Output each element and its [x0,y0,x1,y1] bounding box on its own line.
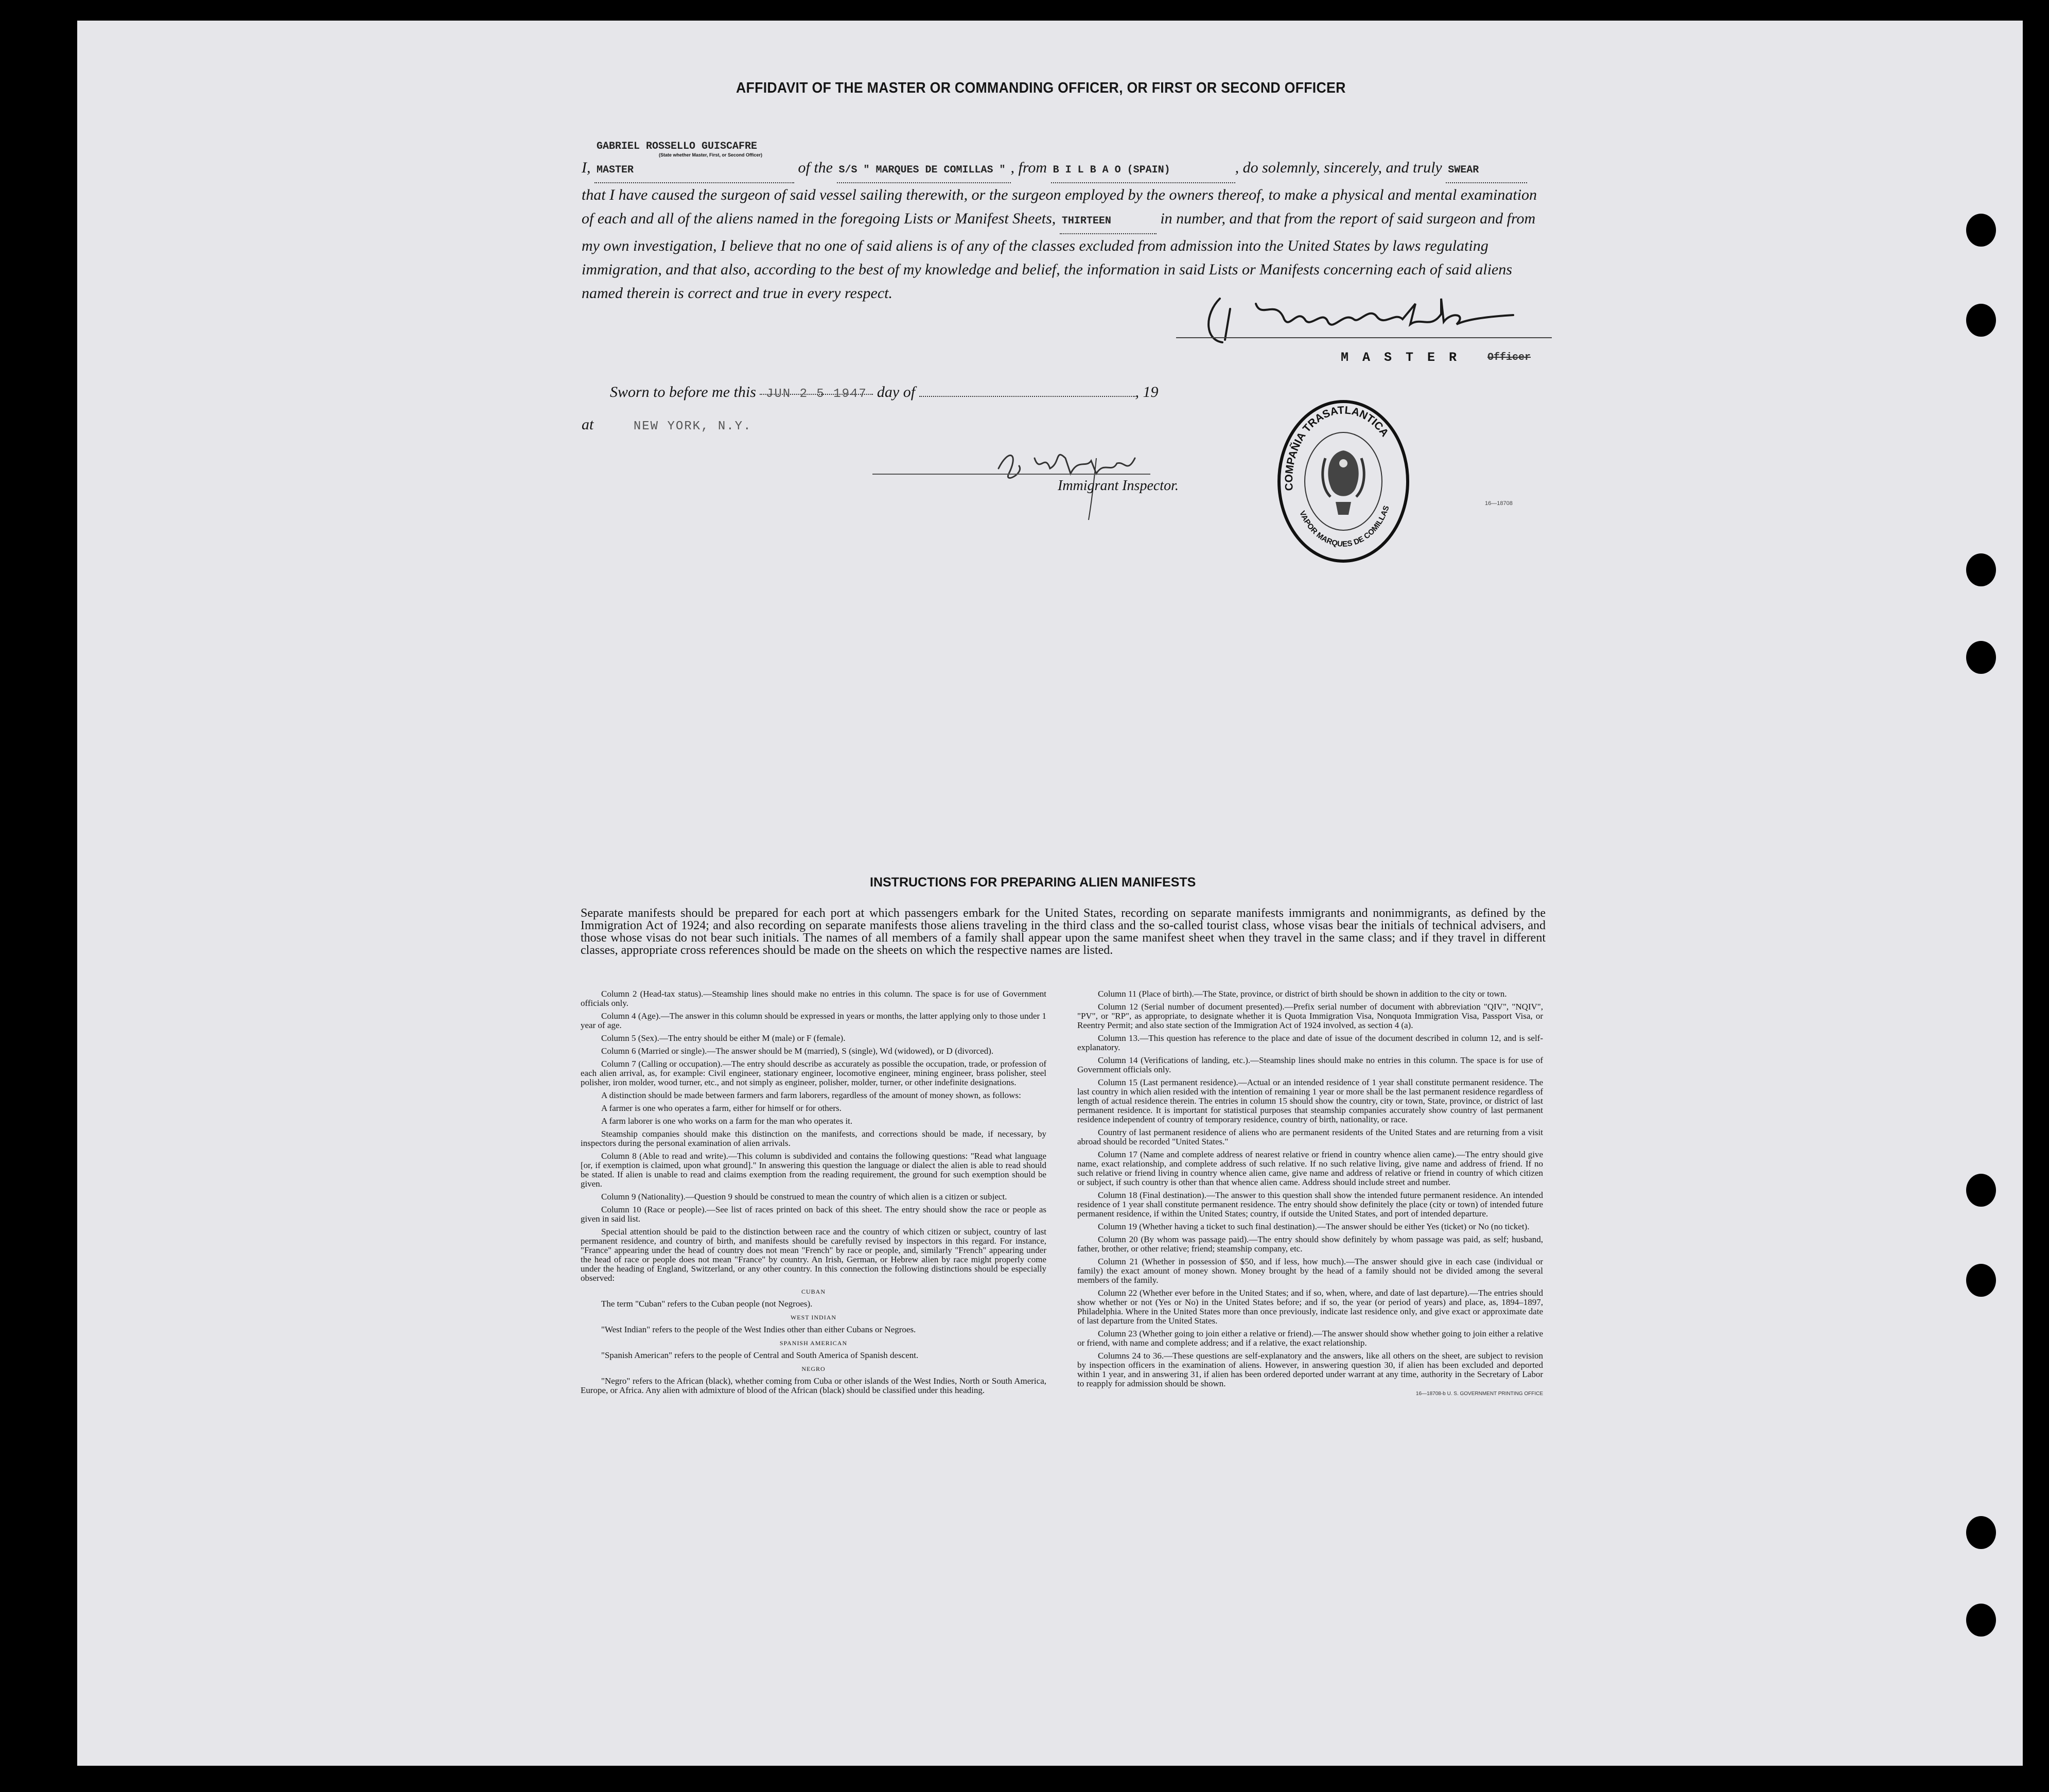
master-label: M A S T E R [1341,350,1460,365]
month-field [919,386,1135,397]
instruction-item: Column 21 (Whether in possession of $50, and if less, how much).—The answer should give in each case (individual or family) the exact amount of money shown. Money brought by the head of a family should not be divided among the several members of the family. [1077,1257,1543,1285]
instructions-title: INSTRUCTIONS FOR PREPARING ALIEN MANIFESTS [870,875,1196,890]
text-of-the: of the [798,159,833,176]
sworn-label: Sworn to before me this [610,384,756,401]
form-number: 16—18708 [1485,500,1513,507]
instruction-item: Column 4 (Age).—The answer in this column should be expressed in years or months, the latter applying only to those under 1 year of age. [581,1011,1046,1030]
instruction-item: Column 13.—This question has reference to the place and date of issue of the document described in column 12, and is self-explanatory. [1077,1033,1543,1052]
master-signature [1199,288,1560,350]
affidavit-title: AFFIDAVIT OF THE MASTER OR COMMANDING OFFICER, OR FIRST OR SECOND OFFICER [736,80,1346,96]
instruction-item: Column 18 (Final destination).—The answer to this question shall show the intended future permanent residence. An intended residence of 1 year shall constitute permanent residence. The entry should show definitely the place (city or town) of intended future permanent residence, if within the United States; country, if outside the United States, and port of intended departure. [1077,1190,1543,1219]
instruction-item: Column 14 (Verifications of landing, etc.).—Steamship lines should make no entries in this column. The space is for use of Government officials only. [1077,1055,1543,1074]
ship-name-field: S/S " MARQUES DE COMILLAS " [837,159,1011,183]
instruction-item: The term "Cuban" refers to the Cuban people (not Negroes). [601,1299,813,1309]
text-from: , from [1010,159,1047,176]
instruction-item: Column 7 (Calling or occupation).—The entry should describe as accurately as possible the occupation, trade, or profession of each alien arrival, as, for example: Civil engineer, stationary engineer, locomotive engineer, mining engineer, brass polisher, steel polisher, iron molder, wood turner, etc., and not simply as engineer, polisher, molder, turner, or other indefinite designations. [581,1059,1046,1087]
rank-note: (State whether Master, First, or Second Officer) [659,152,763,158]
at-label: at [582,416,594,433]
binder-hole [1966,304,1996,337]
seal-emblem-icon [1323,450,1364,515]
instructions-left-column [581,989,1046,1399]
instruction-item: Column 2 (Head-tax status).—Steamship lines should make no entries in this column. The space is for use of Government officials only. [581,989,1046,1008]
seal-top-text: COMPAÑIA TRASATLANTICA [1283,404,1391,492]
place-line [582,416,751,433]
affidavit-paragraph [582,135,1547,305]
instruction-item: Column 23 (Whether going to join either a relative or friend).—The answer should show whether going to join either a relative or friend, with name and complete address; and if a relative, the exact relationship. [1077,1329,1543,1348]
instruction-item: Columns 24 to 36.—These questions are self-explanatory and the answers, like all others on the sheet, are subject to revision by inspection officers in the examination of aliens. However, in answering question 30, if alien has been excluded and deported within 1 year, and in answering 31, if alien has been ordered deported under warrant at any time, authority in the Secretary of Labor to reapply for admission should be shown. [1077,1351,1543,1388]
binder-hole [1966,1174,1996,1207]
instruction-item: Column 15 (Last permanent residence).—Actual or an intended residence of 1 year shall constitute permanent residence. The last country in which alien resided with the intention of remaining 1 year or more shall be the last permanent residence regardless of length of actual residence therein. The entries in column 15 should show the country, city or town, State, province, or district of last permanent residence. It is important for statistical purposes that steamship companies accurately show country of last permanent residence independent of country of temporary residence, country of birth, nationality, or race. [1077,1077,1543,1124]
instruction-item: Column 20 (By whom was passage paid).—The entry should show definitely by whom passage was paid, as self; husband, father, brother, or other relative; friend; steamship company, etc. [1077,1234,1543,1254]
binder-hole [1966,641,1996,674]
instruction-item: A farmer is one who operates a farm, either for himself or for others. [601,1103,842,1113]
seal-bottom-text: VAPOR MARQUES DE COMILLAS [1298,504,1391,549]
instruction-item: A distinction should be made between farmers and farm laborers, regardless of the amount of money shown, as follows: [601,1090,1021,1100]
instructions-right-column [1077,989,1543,1402]
instruction-item: Column 10 (Race or people).—See list of races printed on back of this sheet. The entry should show the race or people as given in said list. [581,1205,1046,1224]
instruction-item: Column 11 (Place of birth).—The State, province, or district of birth should be shown in addition to the city or town. [1098,989,1507,999]
instruction-item: Column 19 (Whether having a ticket to such final destination).—The answer should be either Yes (ticket) or No (no ticket). [1098,1222,1530,1231]
text-do: , do [1235,159,1258,176]
printing-office-footer: 16—18708-b U. S. GOVERNMENT PRINTING OFFICE [1415,1391,1543,1397]
instruction-item: Column 9 (Nationality).—Question 9 should be construed to mean the country of which alien is a citizen or subject. [601,1192,1007,1202]
year-label: , 19 [1135,384,1159,401]
instruction-item: Column 17 (Name and complete address of nearest relative or friend in country whence alien came).—The entry should give name, exact relationship, and complete address of such relative. If no such relative living, give name and address of friend. If no such relative or friend living in country whence alien came, give name and address of relative or friend in country of which citizen or subject, if such country is other than that whence alien came. Address should include street and number. [1077,1150,1543,1187]
oath-field: SWEAR [1446,159,1527,183]
instruction-item: Column 5 (Sex).—The entry should be either M (male) or F (female). [601,1033,846,1043]
instruction-item: Column 12 (Serial number of document presented).—Prefix serial number of document with abbreviation "QIV", "NQIV", "PV", or "RP", as appropriate, to designate whether it is Quota Immigration Visa, Nonquota Immigration Visa, Passport Visa, or Reentry Permit; and also state section of the Immigration Act of 1924 involved, as section 4 (a). [1077,1002,1543,1030]
place-field [598,416,752,433]
binder-hole [1966,1264,1996,1297]
port-field: B I L B A O (SPAIN) [1051,159,1235,183]
date-stamp: JUN 2 5 1947 [765,387,867,401]
instruction-item: "Negro" refers to the African (black), whether coming from Cuba or other islands of the West Indies, North or South America, Europe, or Africa. Any alien with admixture of blood of the African (black) should be classified under this heading. [581,1376,1046,1395]
heading-cuban: CUBAN [801,1288,826,1295]
sheets-count-field: THIRTEEN [1060,210,1157,234]
day-of-label: day of [877,384,916,401]
text-end: in number, and that from the report of said surgeon and from my own investigation, I believe that no one of said aliens is of any of the classes excluded from admission into the United States by laws regulating immigration, and that also, according to the best of my knowledge and belief, the information in said Lists or Manifests concerning each of said aliens named therein is correct and true in every respect. [582,210,1536,302]
binder-hole [1966,214,1996,247]
instruction-item: A farm laborer is one who works on a farm for the man who operates it. [601,1116,853,1126]
heading-negro: NEGRO [801,1365,826,1372]
instruction-item: Steamship companies should make this distinction on the manifests, and corrections should be made, if necessary, by inspectors during the personal examination of alien arrivals. [581,1129,1046,1148]
binder-hole [1966,1604,1996,1637]
instruction-item: Column 22 (Whether ever before in the United States; and if so, when, where, and date of last departure).—The entries should show whether or not (Yes or No) in the United States before; and if so, the year (or period of years) and place, as, 1894–1897, Philadelphia. Where in the United States more than once previously, indicate last residence only, and give exact or approximate date of last departure from the United States. [1077,1288,1543,1326]
heading-spanish-american: SPANISH AMERICAN [779,1339,848,1347]
officer-struck-label: Officer [1487,352,1531,363]
binder-hole [1966,553,1996,586]
sworn-date-field [760,384,873,401]
instruction-item: Country of last permanent residence of aliens who are permanent residents of the United States and are returning from a visit abroad should be recorded "United States." [1077,1127,1543,1146]
instruction-item: Column 8 (Able to read and write).—This column is subdivided and contains the following questions: "Read what language [or, if exemption is claimed, upon what ground]." In answering this question the language or dialect the alien is able to read should be stated. If alien is unable to read and claims exemption from the reading requirement, the ground for such exemption should be given. [581,1151,1046,1189]
instruction-item: Column 6 (Married or single).—The answer should be M (married), S (single), Wd (widowed), or D (divorced). [601,1046,994,1056]
sworn-line [610,384,1159,401]
inspector-signature-line [872,474,1150,475]
instructions-intro: Separate manifests should be prepared for each port at which passengers embark for the United States, recording on separate manifests immigrants and nonimmigrants, as defined by the Immigration Act of 1924; and also recording on separate manifests those aliens traveling in the third class and the so-called tourist class, whose visas bear the initials of technical advisers, and those whose visas do not bear such initials. The names of all members of a family shall appear upon the same manifest sheet when they travel in the same class; and if they travel in different classes, appropriate cross references should be made on the sheets on which the respective names are listed. [581,907,1546,957]
company-seal [1274,396,1413,566]
instruction-item: Special attention should be paid to the distinction between race and the country of which citizen or subject, country of last permanent residence, and country of birth, and manifests should be carefully revised by inspectors in this regard. For instance, "France" appearing under the head of country does not mean "French" by race or people, and, similarly "French" appearing under the head of race or people does not mean "France" by country. An Irish, German, or Hebrew alien by race might properly come under the heading of England, Switzerland, or any other country. In this connection the following distinctions should be especially observed: [581,1227,1046,1283]
text-middle: that I have caused the surgeon of said vessel sailing therewith, or the surgeon employed by the owners thereof, to make a physical and mental examination of each and all of the aliens named in the foregoing Lists or Manifest Sheets, [582,186,1537,227]
instruction-item: "Spanish American" refers to the people of Central and South America of Spanish descent. [601,1350,919,1360]
instruction-item: "West Indian" refers to the people of the West Indies other than either Cubans or Negroes. [601,1325,916,1334]
text-i: I, [582,159,591,176]
master-name-field: GABRIEL ROSSELLO GUISCAFRE MASTER [594,135,794,183]
text-solemnly: solemnly, sincerely, and truly [1262,159,1442,176]
place-stamp: NEW YORK, N.Y. [633,420,752,433]
heading-west-indian: WEST INDIAN [790,1314,837,1321]
master-signature-line [1176,337,1552,338]
inspector-label: Immigrant Inspector. [1058,478,1179,494]
binder-hole [1966,1516,1996,1549]
